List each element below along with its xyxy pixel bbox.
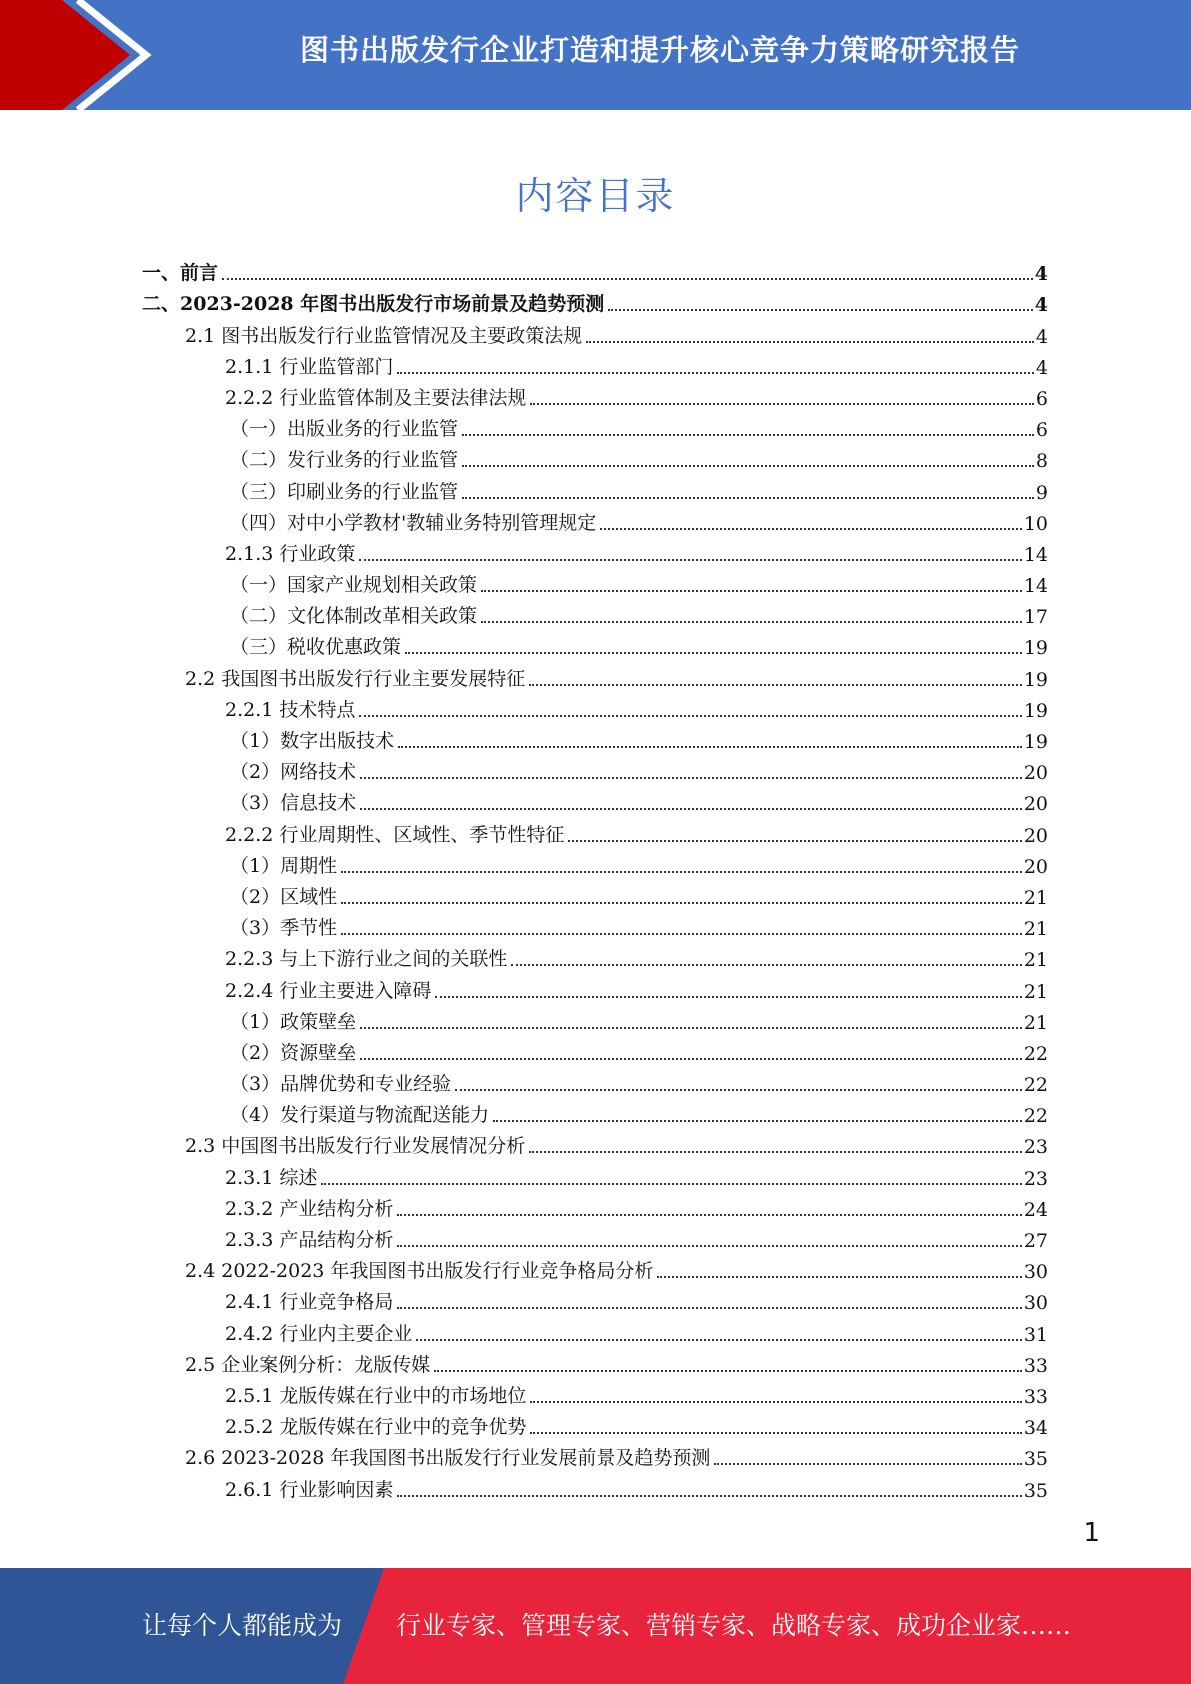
toc-leader-dots [341,932,1022,935]
toc-leader-dots [397,1213,1021,1216]
toc-entry-page: 20 [1023,793,1048,816]
toc-leader-dots [397,1306,1021,1309]
toc-leader-dots [360,1026,1022,1029]
toc-entry-page: 21 [1023,980,1048,1003]
toc-leader-dots [462,496,1034,499]
footer-slogan-left: 让每个人都能成为 [142,1611,343,1640]
toc-entry[interactable] [0,316,1191,347]
toc-entry-label: 一、前言 [142,262,219,285]
toc-entry-page: 30 [1023,1261,1048,1284]
toc-entry-label: （三）税收优惠政策 [230,636,402,659]
toc-leader-dots [397,1494,1021,1497]
toc-leader-dots [600,527,1022,530]
toc-entry-label: 2.4.2 行业内主要企业 [225,1322,413,1345]
toc-entry[interactable] [0,909,1191,940]
toc-entry-label: （1）周期性 [230,854,338,877]
toc-entry[interactable] [0,1377,1191,1408]
toc-entry[interactable] [0,1221,1191,1252]
toc-entry-page: 31 [1023,1323,1048,1346]
toc-entry-page: 6 [1035,387,1048,410]
toc-leader-dots [341,870,1022,873]
report-title: 图书出版发行企业打造和提升核心竞争力策略研究报告 [299,33,1020,67]
toc-entry-page: 19 [1023,668,1048,691]
toc-leader-dots [529,1150,1022,1153]
toc-leader-dots [359,714,1021,717]
toc-entry[interactable] [0,1346,1191,1377]
toc-entry[interactable] [0,815,1191,846]
toc-leader-dots [398,745,1022,748]
toc-entry-page: 4 [1035,325,1048,348]
toc-entry-label: （一）国家产业规划相关政策 [230,574,478,597]
toc-entry-label: （3）季节性 [230,917,338,940]
toc-entry-label: （二）文化体制改革相关政策 [230,605,478,628]
toc-entry-page: 27 [1023,1230,1048,1252]
toc-entry[interactable] [0,472,1191,503]
toc-entry-page: 6 [1035,419,1048,442]
toc-entry[interactable] [0,784,1191,815]
toc-entry-page: 17 [1023,606,1048,629]
toc-leader-dots [455,1088,1022,1091]
toc-entry-page: 19 [1023,699,1048,722]
toc-entry-label: 2.5 企业案例分析：龙版传媒 [185,1353,431,1376]
toc-entry-page: 4 [1034,263,1048,286]
toc-entry-page: 34 [1023,1417,1048,1440]
toc-entry-label: 2.3 中国图书出版发行行业发展情况分析 [185,1135,526,1158]
toc-entry-label: （4）发行渠道与物流配送能力 [230,1104,490,1127]
toc-entry[interactable] [0,628,1191,659]
toc-leader-dots [434,1369,1022,1372]
toc-entry[interactable] [0,691,1191,722]
toc-entry-label: （一）出版业务的行业监管 [230,418,459,441]
toc-entry-page: 22 [1023,1074,1048,1097]
toc-entry-page: 23 [1023,1167,1048,1190]
toc-leader-dots [462,433,1034,436]
toc-entry[interactable] [0,722,1191,753]
toc-entry[interactable] [0,379,1191,410]
toc-leader-dots [405,651,1022,654]
toc-entry-label: （三）印刷业务的行业监管 [230,480,459,503]
toc-entry[interactable] [0,1408,1191,1439]
footer-slogan-right: 行业专家、管理专家、营销专家、战略专家、成功企业家…… [396,1611,1072,1640]
toc-entry[interactable] [0,597,1191,628]
toc-entry[interactable] [0,1003,1191,1034]
toc-entry-page: 4 [1035,356,1048,379]
toc-entry-label: （2）资源壁垒 [230,1041,357,1064]
toc-entry-page: 35 [1023,1448,1048,1471]
toc-entry-label: 2.1 图书出版发行行业监管情况及主要政策法规 [185,324,583,347]
toc-leader-dots [481,620,1022,623]
toc-entry-page: 20 [1023,855,1048,878]
toc-entry-label: 二、2023-2028 年图书出版发行市场前景及趋势预测 [142,293,605,316]
toc-leader-dots [529,683,1022,686]
toc-entry-label: 2.6 2023-2028 年我国图书出版发行行业发展前景及趋势预测 [185,1447,711,1470]
toc-entry[interactable] [0,1034,1191,1065]
toc-entry-label: 2.4 2022-2023 年我国图书出版发行行业竞争格局分析 [185,1260,654,1283]
toc-entry-label: 2.1.1 行业监管部门 [225,355,394,378]
toc-entry-label: 2.3.1 综述 [225,1166,318,1189]
toc-entry[interactable] [0,1158,1191,1189]
toc-entry-label: 2.4.1 行业竞争格局 [225,1291,394,1314]
toc-entry-label: 2.3.2 产业结构分析 [225,1197,394,1220]
toc-entry-label: （1）数字出版技术 [230,730,395,752]
toc-entry[interactable] [0,1439,1191,1470]
toc-entry-label: （2）网络技术 [230,761,357,784]
toc-entry-label: （1）政策壁垒 [230,1010,357,1033]
toc-entry-page: 30 [1023,1292,1048,1315]
toc-entry[interactable] [0,1470,1191,1501]
toc-leader-dots [397,1244,1021,1247]
toc-leader-dots [360,776,1022,779]
toc-entry-page: 20 [1023,824,1048,847]
toc-leader-dots [608,308,1033,311]
toc-leader-dots [360,1057,1022,1060]
toc-leader-dots [435,995,1021,998]
toc-entry-label: （3）信息技术 [230,792,357,815]
toc-entry[interactable] [0,441,1191,472]
toc-leader-dots [397,371,1034,374]
toc-entry-page: 9 [1035,481,1048,504]
toc-entry-page: 10 [1023,512,1048,535]
toc-entry-label: 2.5.2 龙版传媒在行业中的竞争优势 [225,1416,527,1439]
toc-entry-label: 2.1.3 行业政策 [225,542,356,565]
toc-entry[interactable] [0,1252,1191,1283]
toc-leader-dots [586,340,1034,343]
footer-banner [0,1568,1191,1684]
toc-leader-dots [321,1182,1021,1185]
toc-leader-dots [568,839,1021,842]
toc-entry-page: 35 [1023,1479,1048,1502]
toc-leader-dots [530,1400,1021,1403]
toc-entry-label: 2.3.3 产品结构分析 [225,1229,394,1251]
toc-entry[interactable] [0,753,1191,784]
toc-entry[interactable] [0,971,1191,1002]
toc-entry-page: 8 [1035,450,1048,473]
toc-entry[interactable] [0,504,1191,535]
table-of-contents [0,254,1191,1502]
toc-entry-page: 4 [1034,294,1048,317]
toc-entry[interactable] [0,254,1191,285]
toc-entry-label: （3）品牌优势和专业经验 [230,1073,452,1096]
toc-leader-dots [493,1119,1022,1122]
toc-entry[interactable] [0,878,1191,909]
toc-entry[interactable] [0,1127,1191,1158]
toc-leader-dots [511,963,1021,966]
toc-leader-dots [341,901,1022,904]
toc-leader-dots [416,1338,1021,1341]
toc-entry-label: 2.2 我国图书出版发行行业主要发展特征 [185,667,526,690]
toc-entry-page: 14 [1023,575,1048,598]
toc-entry-page: 20 [1023,762,1048,785]
toc-entry[interactable] [0,1065,1191,1096]
toc-entry-page: 24 [1023,1198,1048,1221]
toc-entry[interactable] [0,1190,1191,1221]
toc-entry-page: 22 [1023,1105,1048,1128]
toc-leader-dots [359,558,1021,561]
toc-leader-dots [530,1431,1021,1434]
toc-entry-page: 33 [1023,1385,1048,1408]
toc-entry-label: 2.5.1 龙版传媒在行业中的市场地位 [225,1384,527,1407]
toc-entry[interactable] [0,410,1191,441]
toc-entry[interactable] [0,1096,1191,1127]
toc-entry-label: （2）区域性 [230,885,338,908]
toc-entry[interactable] [0,659,1191,690]
toc-entry-label: 2.2.4 行业主要进入障碍 [225,979,432,1002]
toc-entry-page: 21 [1023,918,1048,941]
toc-entry-label: 2.2.2 行业监管体制及主要法律法规 [225,386,527,409]
toc-entry[interactable] [0,1314,1191,1345]
toc-leader-dots [714,1462,1021,1465]
toc-entry[interactable] [0,1283,1191,1314]
toc-entry-page: 14 [1023,543,1048,566]
toc-entry-label: 2.6.1 行业影响因素 [225,1478,394,1501]
toc-leader-dots [462,464,1034,467]
toc-entry[interactable] [0,285,1191,316]
header-banner [0,0,1191,110]
toc-entry[interactable] [0,535,1191,566]
page-number: 1 [1083,1518,1100,1548]
toc-entry-page: 19 [1023,637,1048,660]
toc-entry-label: 2.2.1 技术特点 [225,698,356,721]
toc-entry[interactable] [0,847,1191,878]
toc-entry[interactable] [0,566,1191,597]
toc-heading: 内容目录 [515,174,676,218]
toc-entry-page: 33 [1023,1354,1048,1377]
toc-entry-page: 23 [1023,1136,1048,1159]
toc-entry-label: （四）对中小学教材'教辅业务特别管理规定 [230,511,597,534]
toc-entry-label: （二）发行业务的行业监管 [230,449,459,472]
toc-entry-page: 21 [1023,886,1048,909]
toc-leader-dots [481,589,1022,592]
toc-entry-label: 2.2.2 行业周期性、区域性、季节性特征 [225,823,565,846]
toc-entry[interactable] [0,940,1191,971]
toc-entry-page: 21 [1023,949,1048,972]
toc-leader-dots [530,402,1034,405]
toc-entry-page: 19 [1023,731,1048,753]
toc-entry-page: 21 [1023,1011,1048,1034]
toc-entry[interactable] [0,348,1191,379]
toc-leader-dots [360,807,1022,810]
toc-leader-dots [222,277,1033,280]
toc-entry-label: 2.2.3 与上下游行业之间的关联性 [225,948,508,971]
toc-leader-dots [657,1275,1021,1278]
toc-entry-page: 22 [1023,1042,1048,1065]
